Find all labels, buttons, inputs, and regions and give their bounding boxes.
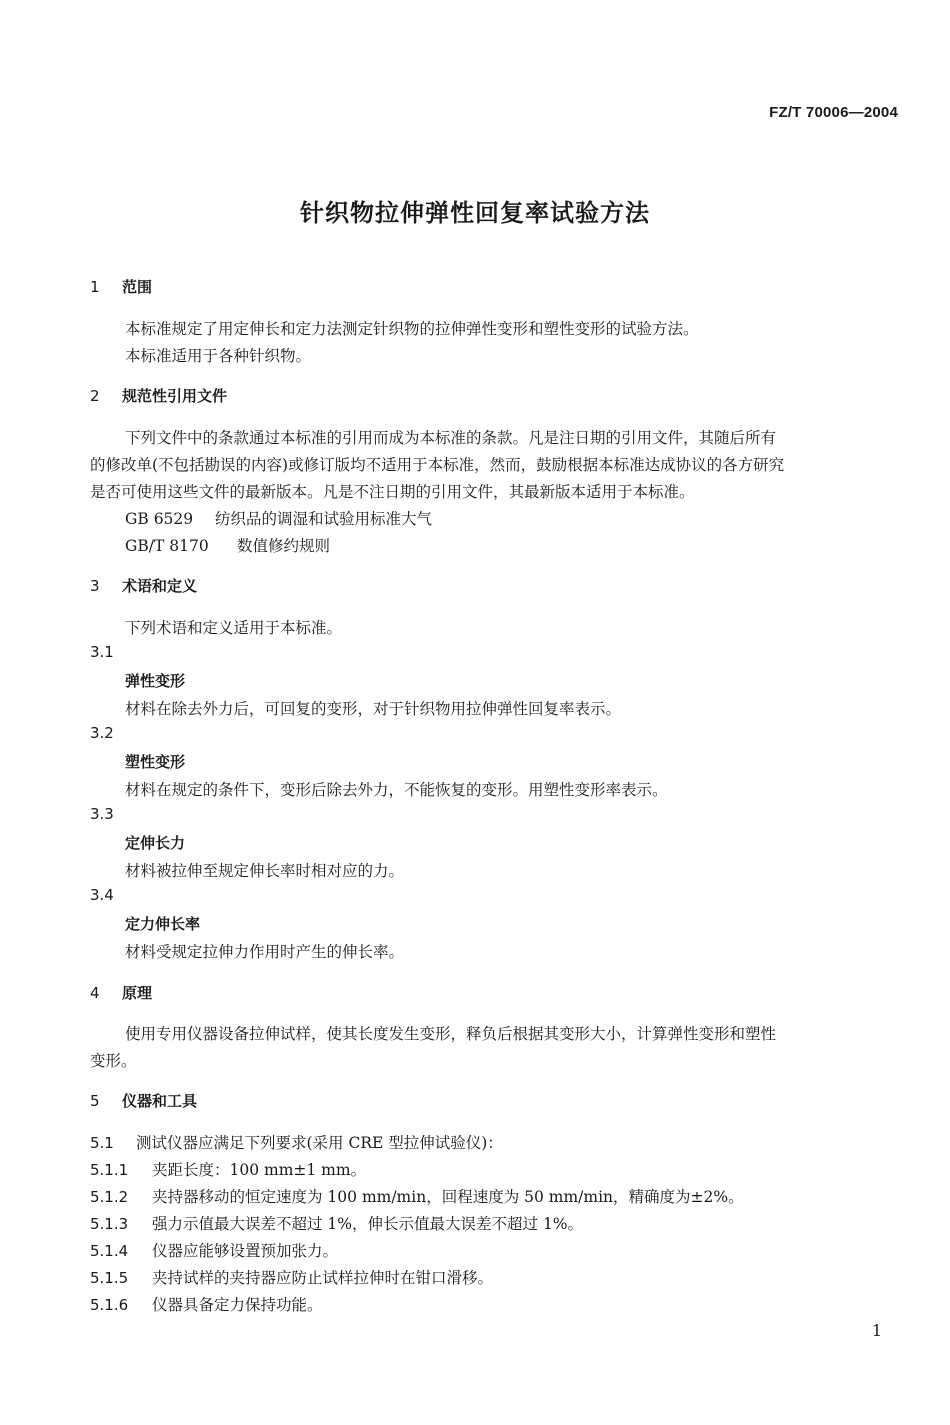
section-4-heading	[90, 982, 152, 1003]
term-name: 定伸长力	[125, 834, 186, 852]
section-title: 术语和定义	[122, 577, 198, 595]
section-3-intro: 下列术语和定义适用于本标准。	[125, 619, 343, 637]
term-name: 定力伸长率	[125, 915, 201, 933]
clause-number: 5.1.6	[90, 1296, 129, 1314]
clause-text: 仪器具备定力保持功能。	[152, 1296, 323, 1314]
clause	[90, 1293, 323, 1315]
page-number: 1	[871, 1321, 882, 1340]
clause-number: 3.4	[90, 886, 114, 904]
clause	[90, 1266, 493, 1288]
reference-title: 数值修约规则	[237, 537, 331, 555]
clause-number: 3.2	[90, 724, 114, 742]
term-name: 弹性变形	[125, 672, 186, 690]
section-1-paragraph-1: 本标准规定了用定伸长和定力法测定针织物的拉伸弹性变形和塑性变形的试验方法。	[125, 320, 699, 338]
clause	[90, 1239, 338, 1261]
section-2-line-1: 下列文件中的条款通过本标准的引用而成为本标准的条款。凡是注日期的引用文件，其随后所有	[125, 429, 777, 447]
clause-text: 夹持器移动的恒定速度为 100 mm/min，回程速度为 50 mm/min，精确度为±2%。	[152, 1188, 744, 1206]
clause-text: 夹持试样的夹持器应防止试样拉伸时在钳口滑移。	[152, 1269, 494, 1287]
clause	[90, 1158, 366, 1180]
normative-reference	[125, 507, 432, 529]
term-definition: 材料在除去外力后，可回复的变形，对于针织物用拉伸弹性回复率表示。	[125, 700, 622, 718]
section-1-paragraph-2: 本标准适用于各种针织物。	[125, 347, 312, 365]
section-2-heading	[90, 385, 227, 406]
reference-code: GB/T 8170	[125, 537, 209, 555]
clause-number: 5.1.2	[90, 1188, 129, 1206]
section-number: 2	[90, 387, 100, 405]
clause-number: 5.1	[90, 1134, 114, 1152]
section-title: 范围	[122, 278, 153, 296]
section-2-line-2: 的修改单(不包括勘误的内容)或修订版均不适用于本标准，然而，鼓励根据本标准达成协议的各方研究	[90, 456, 785, 474]
clause-number: 5.1.4	[90, 1242, 129, 1260]
reference-code: GB 6529	[125, 510, 194, 528]
clause	[90, 1185, 744, 1207]
section-4-line-1: 使用专用仪器设备拉伸试样，使其长度发生变形，释负后根据其变形大小，计算弹性变形和塑性	[125, 1025, 777, 1043]
section-title: 规范性引用文件	[122, 387, 228, 405]
term-name: 塑性变形	[125, 753, 186, 771]
standard-number: FZ/T 70006—2004	[769, 104, 898, 121]
term-definition: 材料受规定拉伸力作用时产生的伸长率。	[125, 943, 405, 961]
normative-reference	[125, 534, 330, 556]
section-number: 5	[90, 1092, 100, 1110]
clause-text: 测试仪器应满足下列要求(采用 CRE 型拉伸试验仪)：	[136, 1134, 503, 1152]
section-4-line-2: 变形。	[90, 1052, 137, 1070]
section-number: 4	[90, 984, 100, 1002]
section-title: 原理	[122, 984, 153, 1002]
section-3-heading	[90, 575, 197, 596]
clause-number: 3.3	[90, 805, 114, 823]
reference-title: 纺织品的调湿和试验用标准大气	[215, 510, 433, 528]
section-5-heading	[90, 1090, 197, 1111]
section-number: 3	[90, 577, 100, 595]
clause-text: 强力示值最大误差不超过 1%，伸长示值最大误差不超过 1%。	[152, 1215, 584, 1233]
term-definition: 材料在规定的条件下，变形后除去外力，不能恢复的变形。用塑性变形率表示。	[125, 781, 668, 799]
clause-number: 5.1.1	[90, 1161, 129, 1179]
section-title: 仪器和工具	[122, 1092, 198, 1110]
clause-text: 仪器应能够设置预加张力。	[152, 1242, 339, 1260]
clause-number: 5.1.5	[90, 1269, 129, 1287]
term-definition: 材料被拉伸至规定伸长率时相对应的力。	[125, 862, 405, 880]
clause-text: 夹距长度：100 mm±1 mm。	[152, 1161, 367, 1179]
document-title: 针织物拉伸弹性回复率试验方法	[300, 199, 650, 227]
section-number: 1	[90, 278, 100, 296]
clause	[90, 1131, 503, 1153]
section-2-line-3: 是否可使用这些文件的最新版本。凡是不注日期的引用文件，其最新版本适用于本标准。	[90, 483, 695, 501]
clause	[90, 1212, 583, 1234]
clause-number: 5.1.3	[90, 1215, 129, 1233]
clause-number: 3.1	[90, 643, 114, 661]
section-1-heading	[90, 276, 152, 297]
